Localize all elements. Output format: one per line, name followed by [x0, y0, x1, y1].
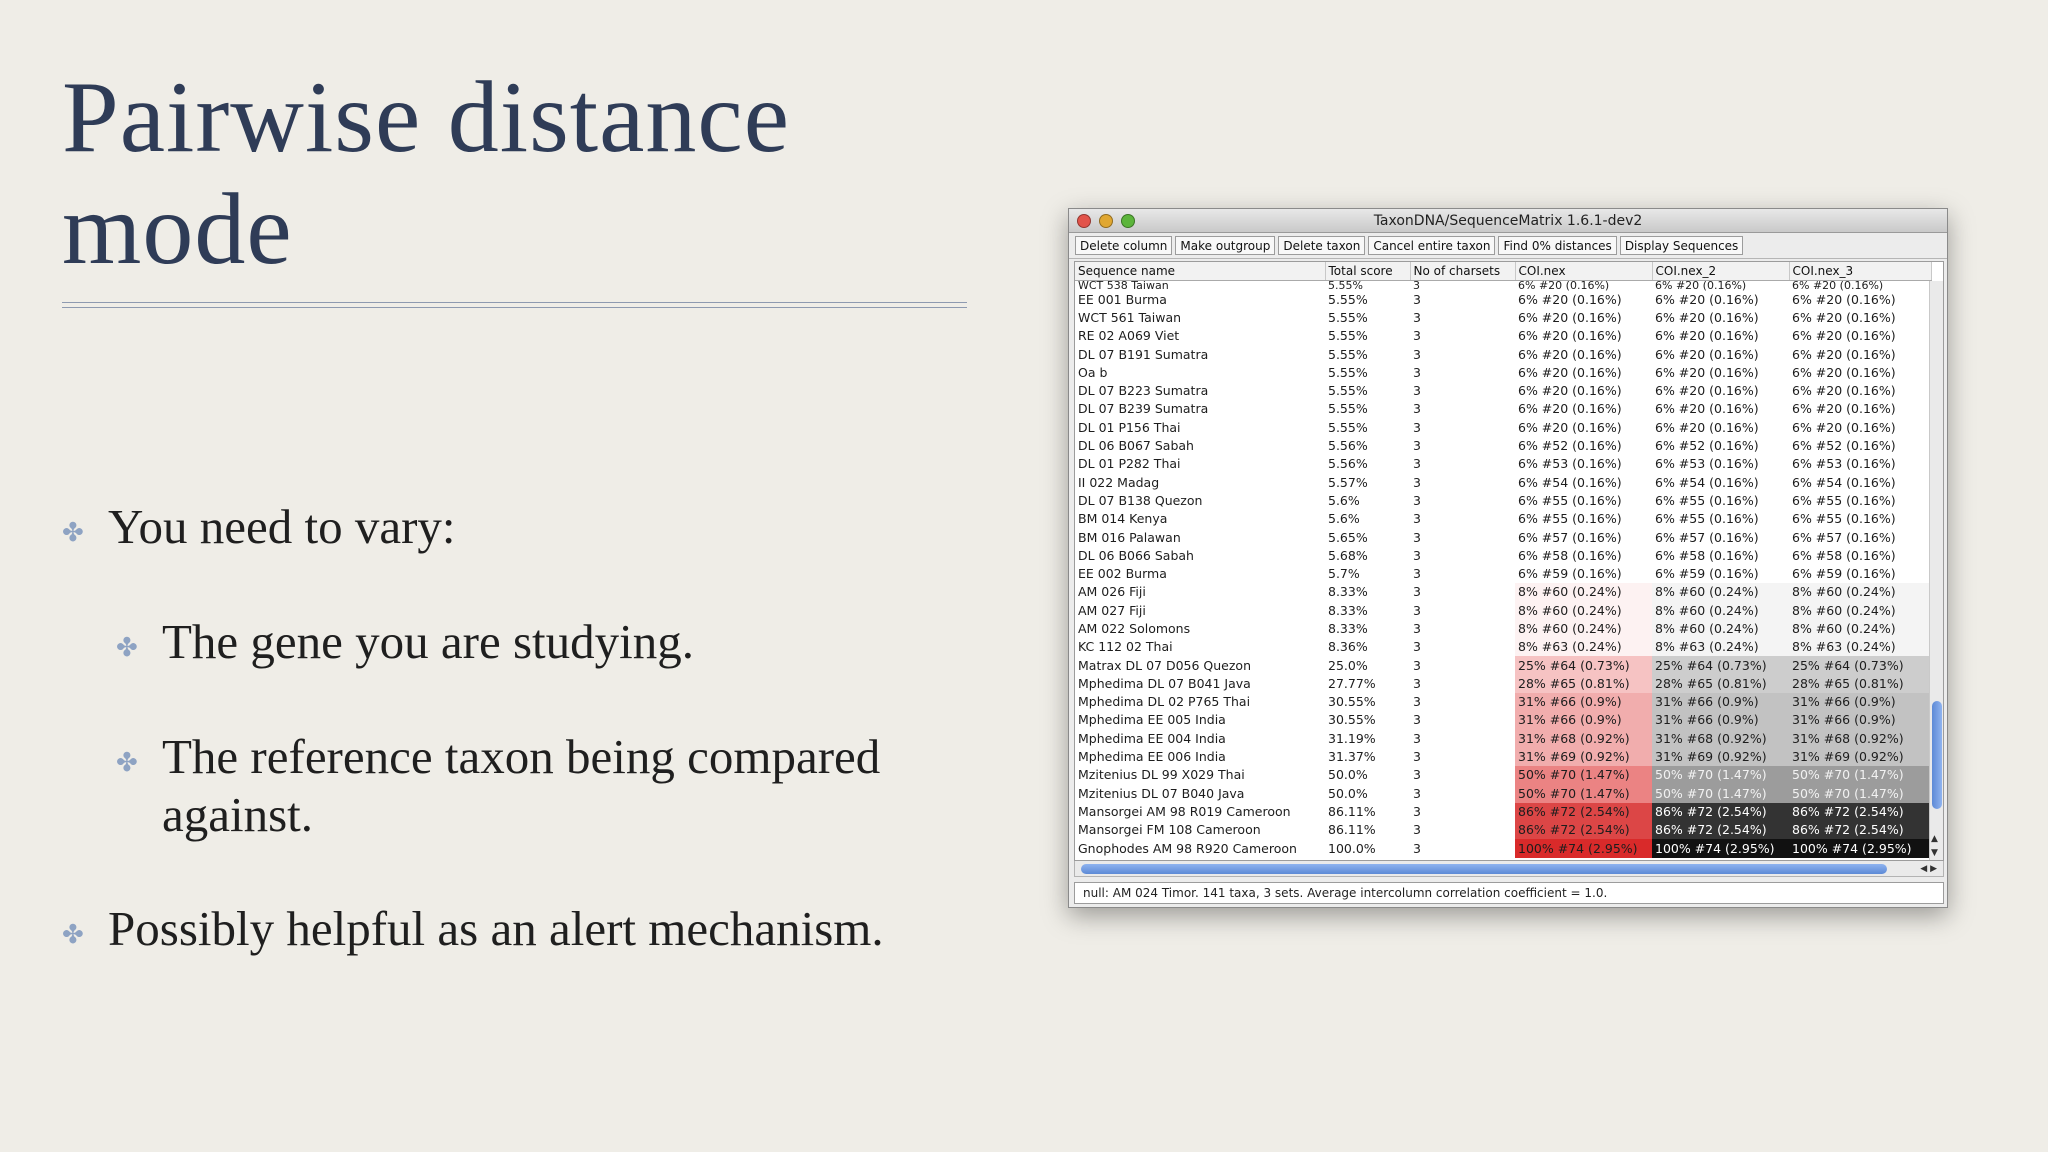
- cell-total: 30.55%: [1328, 694, 1376, 710]
- cell-name: EE 002 Burma: [1078, 566, 1167, 582]
- cell-total: 5.55%: [1328, 291, 1368, 307]
- cell-name: AM 026 Fiji: [1078, 584, 1146, 600]
- cell-charsets: 3: [1413, 785, 1421, 801]
- cell-charsets: 3: [1413, 602, 1421, 618]
- slide-title-line1: Pairwise distance: [62, 61, 790, 174]
- cell-coi-3: 6% #55 (0.16%): [1789, 510, 1931, 528]
- cell-coi-2: 6% #55 (0.16%): [1652, 492, 1789, 510]
- cell-coi-3: 6% #57 (0.16%): [1789, 528, 1931, 546]
- close-icon[interactable]: [1077, 214, 1091, 228]
- cell-coi: 6% #55 (0.16%): [1515, 492, 1652, 510]
- cell-charsets: 3: [1413, 840, 1421, 856]
- delete-taxon-button[interactable]: Delete taxon: [1278, 236, 1365, 255]
- bullet-4: [62, 900, 884, 964]
- cell-coi: 8% #63 (0.24%): [1515, 638, 1652, 656]
- cell-charsets: 3: [1413, 803, 1421, 819]
- bullet-mark-icon: ✤: [62, 518, 84, 548]
- cell-coi-3: 100% #74 (2.95%): [1789, 839, 1931, 857]
- cell-coi: 6% #20 (0.16%): [1515, 382, 1652, 400]
- table-row[interactable]: [1075, 364, 1931, 382]
- title-divider: [62, 302, 967, 308]
- cell-coi-3: 31% #68 (0.92%): [1789, 730, 1931, 748]
- scroll-left-icon[interactable]: ◀: [1920, 864, 1928, 874]
- cell-total: 5.55%: [1328, 383, 1368, 399]
- cell-coi-3: 6% #20 (0.16%): [1789, 327, 1931, 345]
- cell-name: EE 001 Burma: [1078, 291, 1167, 307]
- cell-coi-2: 8% #60 (0.24%): [1652, 620, 1789, 638]
- cell-coi-3: 6% #20 (0.16%): [1789, 382, 1931, 400]
- cell-coi-3: 6% #20 (0.16%): [1792, 280, 1884, 291]
- cell-coi: 8% #60 (0.24%): [1515, 583, 1652, 601]
- cell-coi: 6% #20 (0.16%): [1515, 364, 1652, 382]
- cell-coi-2: 31% #68 (0.92%): [1652, 730, 1789, 748]
- cell-coi-2: 100% #74 (2.95%): [1652, 839, 1789, 857]
- table-row-partial[interactable]: [1075, 280, 1931, 291]
- cell-charsets: 3: [1413, 309, 1421, 325]
- cell-coi-3: 8% #60 (0.24%): [1789, 620, 1931, 638]
- cell-coi: 6% #20 (0.16%): [1515, 400, 1652, 418]
- vertical-scroll-thumb[interactable]: [1932, 701, 1942, 809]
- sequence-matrix-window: [1068, 208, 1948, 908]
- cell-name: Mzitenius DL 99 X029 Thai: [1078, 767, 1245, 783]
- cell-charsets: 3: [1413, 280, 1420, 291]
- bullet-1: [62, 498, 456, 562]
- cell-charsets: 3: [1413, 511, 1421, 527]
- cell-coi-3: 6% #20 (0.16%): [1789, 419, 1931, 437]
- cell-name: DL 07 B239 Sumatra: [1078, 401, 1209, 417]
- cell-name: RE 02 A069 Viet: [1078, 328, 1180, 344]
- cell-coi-2: 28% #65 (0.81%): [1652, 675, 1789, 693]
- cell-coi: 86% #72 (2.54%): [1515, 821, 1652, 839]
- cell-name: BM 014 Kenya: [1078, 511, 1168, 527]
- cell-name: Mphedima DL 07 B041 Java: [1078, 675, 1251, 691]
- cell-coi: 6% #20 (0.16%): [1518, 280, 1610, 291]
- table-row[interactable]: [1075, 730, 1931, 748]
- cell-coi-2: 6% #20 (0.16%): [1652, 291, 1789, 309]
- cell-coi-2: 25% #64 (0.73%): [1652, 656, 1789, 674]
- sequence-table: [1074, 261, 1944, 861]
- col-header-coi-nex-3[interactable]: COI.nex_3: [1789, 262, 1931, 280]
- cell-coi-2: 86% #72 (2.54%): [1652, 803, 1789, 821]
- cell-name: DL 07 B138 Quezon: [1078, 492, 1203, 508]
- cell-total: 5.57%: [1328, 474, 1368, 490]
- cell-coi: 6% #20 (0.16%): [1515, 309, 1652, 327]
- cell-coi-2: 6% #20 (0.16%): [1652, 419, 1789, 437]
- cell-coi-2: 8% #60 (0.24%): [1652, 602, 1789, 620]
- cell-name: KC 112 02 Thai: [1078, 639, 1173, 655]
- cell-coi: 6% #55 (0.16%): [1515, 510, 1652, 528]
- bullet-1-text: You need to vary:: [108, 499, 456, 554]
- table-row[interactable]: [1075, 382, 1931, 400]
- window-titlebar[interactable]: [1069, 209, 1947, 233]
- cell-total: 27.77%: [1328, 675, 1376, 691]
- cell-coi-2: 6% #55 (0.16%): [1652, 510, 1789, 528]
- table-row[interactable]: [1075, 711, 1931, 729]
- cell-coi-3: 86% #72 (2.54%): [1789, 821, 1931, 839]
- table-row[interactable]: [1075, 675, 1931, 693]
- cell-coi: 6% #20 (0.16%): [1515, 419, 1652, 437]
- cell-coi-3: 6% #58 (0.16%): [1789, 547, 1931, 565]
- cell-coi-2: 6% #54 (0.16%): [1652, 473, 1789, 491]
- cell-charsets: 3: [1413, 749, 1421, 765]
- cell-charsets: 3: [1413, 346, 1421, 362]
- cell-coi: 6% #20 (0.16%): [1515, 345, 1652, 363]
- cell-coi-2: 6% #20 (0.16%): [1652, 327, 1789, 345]
- cell-coi-2: 6% #59 (0.16%): [1652, 565, 1789, 583]
- cell-total: 86.11%: [1328, 822, 1376, 838]
- table-row[interactable]: [1075, 528, 1931, 546]
- col-header-coi-nex[interactable]: COI.nex: [1515, 262, 1652, 280]
- toolbar: [1069, 233, 1947, 259]
- cell-charsets: 3: [1413, 438, 1421, 454]
- cell-coi-3: 6% #20 (0.16%): [1789, 291, 1931, 309]
- cell-coi: 28% #65 (0.81%): [1515, 675, 1652, 693]
- col-header-charsets[interactable]: No of charsets: [1410, 262, 1515, 280]
- cell-coi: 6% #54 (0.16%): [1515, 473, 1652, 491]
- cell-name: Mphedima DL 02 P765 Thai: [1078, 694, 1251, 710]
- make-outgroup-button[interactable]: Make outgroup: [1175, 236, 1275, 255]
- cell-name: Gnophodes AM 98 R920 Cameroon: [1078, 840, 1297, 856]
- cell-coi: 8% #60 (0.24%): [1515, 602, 1652, 620]
- cell-name: WCT 561 Taiwan: [1078, 309, 1182, 325]
- cell-coi-2: 6% #20 (0.16%): [1652, 400, 1789, 418]
- cell-total: 5.56%: [1328, 438, 1368, 454]
- cell-coi-2: 6% #20 (0.16%): [1652, 345, 1789, 363]
- cell-charsets: 3: [1413, 712, 1421, 728]
- cell-coi-2: 8% #63 (0.24%): [1652, 638, 1789, 656]
- cell-coi-3: 6% #55 (0.16%): [1789, 492, 1931, 510]
- minimize-icon[interactable]: [1099, 214, 1113, 228]
- cell-total: 5.55%: [1328, 328, 1368, 344]
- cell-charsets: 3: [1413, 730, 1421, 746]
- cell-total: 5.6%: [1328, 511, 1360, 527]
- bullet-mark-icon: ✤: [62, 920, 84, 950]
- scroll-down-icon[interactable]: ▼: [1931, 848, 1938, 858]
- table-row[interactable]: [1075, 565, 1931, 583]
- cell-coi-3: 50% #70 (1.47%): [1789, 785, 1931, 803]
- slide-title-line2: mode: [62, 173, 293, 286]
- cell-coi: 31% #69 (0.92%): [1515, 748, 1652, 766]
- cell-total: 5.55%: [1328, 401, 1368, 417]
- cell-charsets: 3: [1413, 620, 1421, 636]
- cell-coi-2: 6% #58 (0.16%): [1652, 547, 1789, 565]
- cell-total: 5.68%: [1328, 547, 1368, 563]
- cell-total: 5.55%: [1328, 346, 1368, 362]
- cell-total: 100.0%: [1328, 840, 1376, 856]
- cell-coi-3: 31% #66 (0.9%): [1789, 693, 1931, 711]
- cell-total: 5.55%: [1328, 419, 1368, 435]
- cell-name: DL 07 B191 Sumatra: [1078, 346, 1209, 362]
- cell-total: 5.65%: [1328, 529, 1368, 545]
- cell-coi-2: 6% #57 (0.16%): [1652, 528, 1789, 546]
- cell-total: 31.37%: [1328, 749, 1376, 765]
- cell-coi: 31% #68 (0.92%): [1515, 730, 1652, 748]
- cell-charsets: 3: [1413, 529, 1421, 545]
- cell-name: Mphedima EE 004 India: [1078, 730, 1226, 746]
- table-row[interactable]: [1075, 602, 1931, 620]
- cell-coi-2: 86% #72 (2.54%): [1652, 821, 1789, 839]
- cell-charsets: 3: [1413, 767, 1421, 783]
- col-header-sequence-name[interactable]: Sequence name: [1075, 262, 1325, 280]
- table-row[interactable]: [1075, 327, 1931, 345]
- table-row[interactable]: [1075, 821, 1931, 839]
- table-header: [1075, 262, 1931, 280]
- table-row[interactable]: [1075, 345, 1931, 363]
- cell-coi: 6% #52 (0.16%): [1515, 437, 1652, 455]
- cell-name: Oa b: [1078, 364, 1108, 380]
- cell-total: 5.6%: [1328, 492, 1360, 508]
- cell-charsets: 3: [1413, 492, 1421, 508]
- cell-coi: 50% #70 (1.47%): [1515, 785, 1652, 803]
- table-row[interactable]: [1075, 656, 1931, 674]
- cell-total: 5.56%: [1328, 456, 1368, 472]
- table-row[interactable]: [1075, 583, 1931, 601]
- find-zero-distances-button[interactable]: Find 0% distances: [1498, 236, 1616, 255]
- table-row[interactable]: [1075, 839, 1931, 857]
- maximize-icon[interactable]: [1121, 214, 1135, 228]
- cell-coi-2: 8% #60 (0.24%): [1652, 583, 1789, 601]
- table-row[interactable]: [1075, 437, 1931, 455]
- cell-coi-3: 6% #54 (0.16%): [1789, 473, 1931, 491]
- cell-charsets: 3: [1413, 822, 1421, 838]
- cell-coi: 6% #58 (0.16%): [1515, 547, 1652, 565]
- table-row[interactable]: [1075, 547, 1931, 565]
- cell-total: 86.11%: [1328, 803, 1376, 819]
- cell-coi: 31% #66 (0.9%): [1515, 693, 1652, 711]
- delete-column-button[interactable]: Delete column: [1075, 236, 1172, 255]
- cell-coi-2: 6% #20 (0.16%): [1652, 382, 1789, 400]
- cell-coi-3: 28% #65 (0.81%): [1789, 675, 1931, 693]
- cell-name: Mzitenius DL 07 B040 Java: [1078, 785, 1245, 801]
- cell-total: 31.19%: [1328, 730, 1376, 746]
- bullet-mark-icon: ✤: [116, 748, 138, 778]
- bullet-2: [116, 613, 694, 677]
- cell-charsets: 3: [1413, 657, 1421, 673]
- cell-coi-2: 31% #66 (0.9%): [1652, 693, 1789, 711]
- slide-title: [62, 62, 962, 286]
- cell-charsets: 3: [1413, 584, 1421, 600]
- cell-coi-3: 50% #70 (1.47%): [1789, 766, 1931, 784]
- bullet-3: [116, 728, 976, 844]
- cell-total: 25.0%: [1328, 657, 1368, 673]
- table-row[interactable]: [1075, 766, 1931, 784]
- bullet-4-text: Possibly helpful as an alert mechanism.: [108, 901, 884, 956]
- cell-coi-2: 31% #69 (0.92%): [1652, 748, 1789, 766]
- cell-name: II 022 Madag: [1078, 474, 1160, 490]
- display-sequences-button[interactable]: Display Sequences: [1620, 236, 1744, 255]
- cell-total: 50.0%: [1328, 785, 1368, 801]
- cell-coi: 6% #57 (0.16%): [1515, 528, 1652, 546]
- cell-coi-2: 6% #52 (0.16%): [1652, 437, 1789, 455]
- table-row[interactable]: [1075, 638, 1931, 656]
- cell-total: 8.33%: [1328, 602, 1368, 618]
- table-row[interactable]: [1075, 291, 1931, 309]
- cell-coi-3: 31% #66 (0.9%): [1789, 711, 1931, 729]
- cell-name: Mansorgei FM 108 Cameroon: [1078, 822, 1261, 838]
- cell-coi-2: 50% #70 (1.47%): [1652, 766, 1789, 784]
- cell-name: BM 016 Palawan: [1078, 529, 1181, 545]
- window-title: TaxonDNA/SequenceMatrix 1.6.1-dev2: [1373, 213, 1643, 229]
- bullet-3-text: [162, 728, 880, 844]
- cell-charsets: 3: [1413, 419, 1421, 435]
- cell-coi-3: 6% #53 (0.16%): [1789, 455, 1931, 473]
- status-bar: null: AM 024 Timor. 141 taxa, 3 sets. Average intercolumn correlation coefficient = 1.0.: [1074, 882, 1944, 904]
- table-row[interactable]: [1075, 455, 1931, 473]
- col-header-coi-nex-2[interactable]: COI.nex_2: [1652, 262, 1789, 280]
- cell-charsets: 3: [1413, 291, 1421, 307]
- cell-coi-2: 50% #70 (1.47%): [1652, 785, 1789, 803]
- cell-total: 5.55%: [1328, 280, 1363, 291]
- cell-coi-3: 6% #20 (0.16%): [1789, 309, 1931, 327]
- table-row[interactable]: [1075, 473, 1931, 491]
- table-row[interactable]: [1075, 419, 1931, 437]
- cell-name: DL 01 P156 Thai: [1078, 419, 1181, 435]
- cell-name: AM 027 Fiji: [1078, 602, 1146, 618]
- cell-charsets: 3: [1413, 547, 1421, 563]
- cell-name: Matrax DL 07 D056 Quezon: [1078, 657, 1251, 673]
- table-row[interactable]: [1075, 400, 1931, 418]
- col-header-total-score[interactable]: Total score: [1325, 262, 1410, 280]
- cell-name: DL 06 B067 Sabah: [1078, 438, 1194, 454]
- bullet-2-text: The gene you are studying.: [162, 614, 695, 669]
- cell-coi-2: 31% #66 (0.9%): [1652, 711, 1789, 729]
- cell-coi-2: 6% #53 (0.16%): [1652, 455, 1789, 473]
- cell-coi: 8% #60 (0.24%): [1515, 620, 1652, 638]
- cell-coi-3: 6% #52 (0.16%): [1789, 437, 1931, 455]
- cell-coi: 86% #72 (2.54%): [1515, 803, 1652, 821]
- cell-name: Mansorgei AM 98 R019 Cameroon: [1078, 803, 1291, 819]
- cell-total: 5.55%: [1328, 364, 1368, 380]
- table-row[interactable]: [1075, 620, 1931, 638]
- cell-coi-2: 6% #20 (0.16%): [1652, 309, 1789, 327]
- cell-coi: 6% #53 (0.16%): [1515, 455, 1652, 473]
- cell-charsets: 3: [1413, 364, 1421, 380]
- cell-charsets: 3: [1413, 639, 1421, 655]
- cell-coi: 6% #59 (0.16%): [1515, 565, 1652, 583]
- cell-coi-3: 6% #20 (0.16%): [1789, 364, 1931, 382]
- cell-charsets: 3: [1413, 675, 1421, 691]
- cell-name: Mphedima EE 006 India: [1078, 749, 1226, 765]
- table-row[interactable]: [1075, 748, 1931, 766]
- cell-coi-3: 6% #20 (0.16%): [1789, 345, 1931, 363]
- scroll-up-icon[interactable]: ▲: [1931, 834, 1938, 844]
- cell-coi: 100% #74 (2.95%): [1515, 839, 1652, 857]
- cell-name: Mphedima EE 005 India: [1078, 712, 1226, 728]
- cell-coi-3: 8% #63 (0.24%): [1789, 638, 1931, 656]
- cell-coi-3: 6% #59 (0.16%): [1789, 565, 1931, 583]
- cell-total: 8.33%: [1328, 584, 1368, 600]
- cell-total: 5.55%: [1328, 309, 1368, 325]
- horizontal-scrollbar[interactable]: [1074, 861, 1944, 877]
- bullet-3-line1: The reference taxon being compared: [162, 729, 881, 784]
- cancel-entire-taxon-button[interactable]: Cancel entire taxon: [1368, 236, 1495, 255]
- cell-charsets: 3: [1413, 566, 1421, 582]
- cell-total: 8.33%: [1328, 620, 1368, 636]
- bullet-mark-icon: ✤: [116, 633, 138, 663]
- cell-coi-3: 31% #69 (0.92%): [1789, 748, 1931, 766]
- cell-name: DL 01 P282 Thai: [1078, 456, 1181, 472]
- cell-coi-3: 8% #60 (0.24%): [1789, 602, 1931, 620]
- cell-coi-2: 6% #20 (0.16%): [1655, 280, 1747, 291]
- cell-charsets: 3: [1413, 401, 1421, 417]
- cell-name: WCT 538 Taiwan: [1078, 280, 1169, 291]
- cell-coi-3: 8% #60 (0.24%): [1789, 583, 1931, 601]
- table-row[interactable]: [1075, 492, 1931, 510]
- scroll-right-icon[interactable]: ▶: [1930, 864, 1937, 874]
- cell-name: DL 07 B223 Sumatra: [1078, 383, 1209, 399]
- cell-total: 5.7%: [1328, 566, 1360, 582]
- table-row[interactable]: [1075, 803, 1931, 821]
- cell-coi: 31% #66 (0.9%): [1515, 711, 1652, 729]
- cell-coi-2: 6% #20 (0.16%): [1652, 364, 1789, 382]
- cell-coi: 6% #20 (0.16%): [1515, 291, 1652, 309]
- cell-coi-3: 6% #20 (0.16%): [1789, 400, 1931, 418]
- cell-coi-3: 25% #64 (0.73%): [1789, 656, 1931, 674]
- cell-coi: 25% #64 (0.73%): [1515, 656, 1652, 674]
- cell-coi-3: 86% #72 (2.54%): [1789, 803, 1931, 821]
- cell-charsets: 3: [1413, 328, 1421, 344]
- cell-charsets: 3: [1413, 694, 1421, 710]
- cell-total: 50.0%: [1328, 767, 1368, 783]
- table-row[interactable]: [1075, 785, 1931, 803]
- cell-charsets: 3: [1413, 474, 1421, 490]
- table-row[interactable]: [1075, 510, 1931, 528]
- horizontal-scroll-thumb[interactable]: [1081, 864, 1887, 874]
- cell-charsets: 3: [1413, 383, 1421, 399]
- cell-name: AM 022 Solomons: [1078, 620, 1191, 636]
- cell-total: 30.55%: [1328, 712, 1376, 728]
- table-row[interactable]: [1075, 309, 1931, 327]
- cell-name: DL 06 B066 Sabah: [1078, 547, 1194, 563]
- cell-coi: 6% #20 (0.16%): [1515, 327, 1652, 345]
- cell-charsets: 3: [1413, 456, 1421, 472]
- vertical-scrollbar[interactable]: [1929, 281, 1943, 860]
- bullet-3-line2: against.: [162, 787, 314, 842]
- cell-coi: 50% #70 (1.47%): [1515, 766, 1652, 784]
- table-row[interactable]: [1075, 693, 1931, 711]
- cell-total: 8.36%: [1328, 639, 1368, 655]
